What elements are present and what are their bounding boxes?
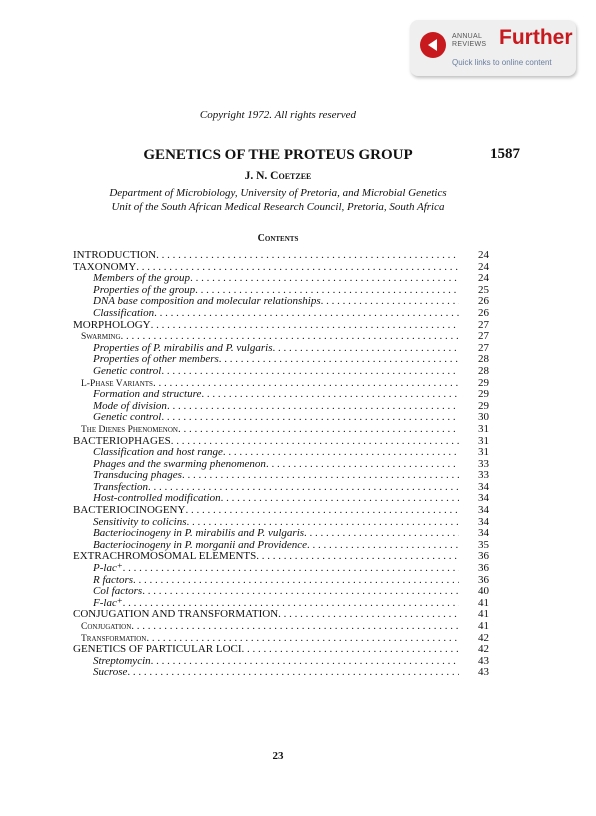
toc-entry-page: 43 (478, 654, 489, 667)
toc-entry-title: Properties of P. mirabilis and P. vulgaris (93, 341, 273, 354)
toc-entry-page: 36 (478, 573, 489, 586)
article-title: GENETICS OF THE PROTEUS GROUP (143, 147, 413, 163)
toc-entry-title: Sensitivity to colicins (93, 515, 187, 528)
toc-entry[interactable] (73, 505, 489, 517)
toc-entry-page: 34 (478, 527, 489, 540)
toc-entry-page: 30 (478, 411, 489, 424)
toc-entry-page: 25 (478, 283, 489, 296)
toc-leader-dots (123, 563, 459, 575)
toc-entry-title: Classification (93, 306, 155, 319)
toc-leader-dots (256, 551, 459, 563)
quick-links-label: Quick links to online content (452, 58, 552, 67)
toc-entry-page: 41 (478, 608, 489, 621)
toc-entry[interactable] (73, 389, 489, 401)
toc-leader-dots (156, 250, 459, 262)
annual-reviews-logo: ANNUAL REVIEWS (452, 33, 487, 48)
page-folio: 23 (272, 750, 284, 762)
toc-entry-page: 24 (478, 260, 489, 273)
toc-entry-title: Members of the group (93, 272, 191, 285)
toc-entry-title: Properties of other members (93, 353, 219, 366)
toc-entry-page: 40 (478, 585, 489, 598)
toc-entry-title: Sucrose (93, 666, 128, 679)
toc-leader-dots (272, 343, 459, 355)
toc-entry-title: Col factors (93, 585, 143, 598)
further-banner[interactable] (410, 20, 576, 76)
toc-entry-page: 26 (478, 295, 489, 308)
toc-entry-title: Genetic control (93, 364, 162, 377)
toc-leader-dots (201, 389, 459, 401)
toc-entry[interactable] (73, 667, 489, 679)
toc-entry-title: The Dienes Phenomenon (81, 424, 178, 435)
toc-entry-page: 36 (478, 562, 489, 575)
toc-entry-title: Bacteriocinogeny in P. mirabilis and P. vulgaris (93, 527, 305, 540)
toc-entry-title: Swarming (81, 332, 121, 343)
toc-entry-title: CONJUGATION AND TRANSFORMATION (73, 608, 279, 621)
toc-entry[interactable] (73, 586, 489, 598)
toc-leader-dots (151, 656, 459, 668)
toc-entry-page: 26 (478, 306, 489, 319)
toc-entry-title: Streptomycin (93, 654, 151, 667)
toc-entry-title: Transformation (81, 633, 147, 644)
toc-leader-dots (307, 540, 459, 552)
toc-entry-page: 31 (478, 446, 489, 459)
toc-leader-dots (223, 447, 459, 459)
toc-entry[interactable] (73, 320, 489, 332)
toc-entry-title: Host-controlled modification (93, 492, 221, 505)
toc-leader-dots (133, 575, 459, 587)
toc-entry-page: 33 (478, 469, 489, 482)
toc-leader-dots (161, 412, 459, 424)
toc-leader-dots (127, 667, 459, 679)
author-affiliation: Department of Microbiology, University of Pretoria, and Microbial Genetics Unit of the South African Medical Research Council, Pretoria, South Africa (109, 187, 447, 213)
toc-leader-dots (278, 609, 459, 621)
toc-entry[interactable] (73, 366, 489, 378)
table-of-contents (73, 250, 489, 679)
toc-entry-title: EXTRACHROMOSOMAL ELEMENTS (73, 550, 257, 563)
journal-page-number: 1587 (490, 146, 520, 162)
toc-leader-dots (121, 331, 459, 343)
toc-leader-dots (154, 308, 459, 320)
toc-entry-title: DNA base composition and molecular relationships (93, 295, 321, 308)
toc-entry-page: 24 (478, 272, 489, 285)
toc-entry-page: 42 (478, 631, 489, 644)
toc-entry-title: Transfection (93, 480, 149, 493)
toc-entry-page: 34 (478, 504, 489, 517)
toc-entry-page: 28 (478, 364, 489, 377)
toc-entry[interactable] (73, 250, 489, 262)
toc-leader-dots (219, 354, 459, 366)
toc-leader-dots (161, 366, 459, 378)
toc-entry-page: 31 (478, 422, 489, 435)
toc-entry-page: 41 (478, 596, 489, 609)
toc-leader-dots (167, 401, 459, 413)
toc-entry[interactable] (73, 551, 489, 563)
toc-entry-page: 43 (478, 666, 489, 679)
toc-entry-title: MORPHOLOGY (73, 318, 151, 331)
toc-entry-page: 36 (478, 550, 489, 563)
toc-entry-title: L-Phase Variants (81, 378, 153, 389)
toc-entry[interactable] (73, 563, 489, 575)
toc-entry-title: Conjugation (81, 622, 132, 632)
toc-leader-dots (190, 273, 459, 285)
toc-entry[interactable] (73, 424, 489, 436)
toc-leader-dots (321, 296, 459, 308)
toc-entry-page: 29 (478, 399, 489, 412)
toc-leader-dots (221, 493, 459, 505)
toc-leader-dots (242, 644, 459, 656)
author-name: J. N. Coetzee (244, 170, 312, 182)
toc-entry-page: 41 (478, 620, 489, 632)
toc-entry-title: Classification and host range (93, 446, 223, 459)
toc-entry-title: Genetic control (93, 411, 162, 424)
copyright-notice: Copyright 1972. All rights reserved (199, 109, 357, 121)
toc-entry-page: 29 (478, 388, 489, 401)
toc-entry-title: Transducing phages (93, 469, 182, 482)
toc-entry[interactable] (73, 609, 489, 621)
toc-entry-page: 35 (478, 538, 489, 551)
toc-entry-title: BACTERIOCINOGENY (73, 504, 186, 517)
toc-entry-title: Phages and the swarming phenomenon (93, 457, 266, 470)
toc-leader-dots (151, 320, 459, 332)
toc-entry-title: P-lac⁺ (93, 562, 123, 575)
toc-entry[interactable] (73, 656, 489, 668)
toc-entry-page: 27 (478, 330, 489, 343)
toc-entry-page: 24 (478, 249, 489, 261)
toc-entry-title: GENETICS OF PARTICULAR LOCI (73, 643, 242, 656)
toc-entry-page: 33 (478, 457, 489, 470)
toc-entry-page: 28 (478, 353, 489, 366)
toc-leader-dots (266, 459, 459, 471)
further-label: Further (499, 26, 573, 49)
toc-entry-page: 34 (478, 515, 489, 528)
toc-leader-dots (131, 621, 459, 633)
toc-entry-title: Bacteriocinogeny in P. morganii and Providence (93, 538, 308, 551)
toc-leader-dots (142, 586, 459, 598)
toc-entry-page: 34 (478, 492, 489, 505)
toc-entry-title: R factors (93, 573, 134, 586)
toc-entry-title: Properties of the group (93, 283, 196, 296)
toc-leader-dots (185, 505, 459, 517)
toc-entry-page: 34 (478, 480, 489, 493)
play-icon (420, 32, 446, 58)
toc-entry-page: 42 (478, 643, 489, 656)
toc-entry-title: Mode of division (93, 399, 167, 412)
toc-entry-page: 27 (478, 341, 489, 354)
toc-entry-page: 31 (478, 434, 489, 447)
contents-heading: Contents (257, 233, 299, 244)
toc-entry-title: INTRODUCTION (73, 249, 157, 261)
toc-entry-page: 27 (478, 318, 489, 331)
toc-leader-dots (304, 528, 459, 540)
toc-entry-title: TAXONOMY (73, 260, 137, 273)
toc-entry-title: Formation and structure (93, 388, 202, 401)
toc-entry-page: 29 (478, 376, 489, 389)
toc-entry[interactable] (73, 331, 489, 343)
toc-entry[interactable] (73, 621, 489, 633)
toc-entry-title: F-lac⁺ (93, 596, 123, 609)
toc-leader-dots (178, 424, 459, 436)
toc-leader-dots (182, 470, 459, 482)
toc-entry-title: BACTERIOPHAGES (73, 434, 171, 447)
toc-entry[interactable] (73, 412, 489, 424)
toc-entry[interactable] (73, 308, 489, 320)
toc-entry[interactable] (73, 447, 489, 459)
